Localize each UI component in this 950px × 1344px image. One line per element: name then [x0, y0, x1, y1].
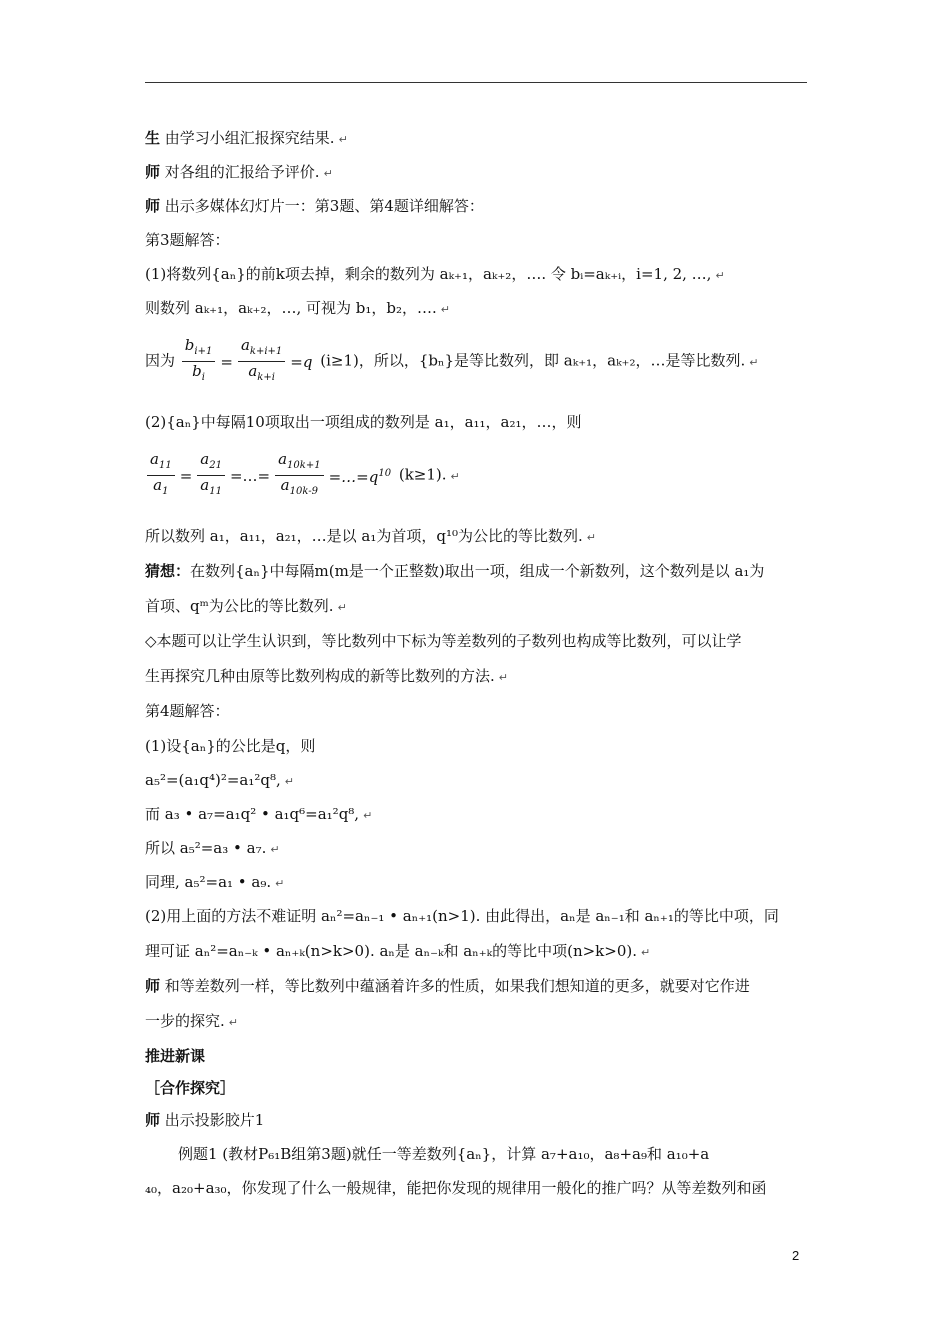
speaker-label: 师 [145, 1111, 161, 1129]
paragraph-mark-icon: ↵ [586, 531, 597, 544]
line-text: (k≥1). [398, 465, 447, 484]
line-7-formula: 因为 $\frac{b_{i+1}}{b_i}$ = $\frac{a_{k+i+1}}{a_{k+i}}$ =q (i≥1)，所以，{bₙ}是等比数列，即 aₖ₊₁，aₖ₊₂，…是等比数列. ↵ [145, 336, 758, 387]
paragraph-mark-icon: ↵ [323, 167, 333, 180]
line-13 [145, 631, 742, 651]
line-text: 因为 [145, 351, 176, 370]
line-3 [145, 196, 484, 216]
line-14 [145, 666, 508, 688]
line-text: (2){aₙ}中每隔10项取出一项组成的数列是 a₁，a₁₁，a₂₁，…，则 [145, 413, 582, 431]
line-text: ［合作探究］ [145, 1079, 236, 1097]
line-text: 所以数列 a₁，a₁₁，a₂₁，…是以 a₁为首项，q¹⁰为公比的等比数列. [145, 527, 583, 545]
header-rule [145, 82, 807, 83]
line-text: 首项、qᵐ为公比的等比数列. [145, 597, 334, 615]
speaker-label: 师 [145, 163, 161, 181]
line-text: 第4题解答： [145, 702, 230, 720]
paragraph-mark-icon: ↵ [715, 269, 725, 282]
line-text: (1)设{aₙ}的公比是q，则 [145, 737, 316, 755]
line-15 [145, 701, 230, 721]
line-text: 而 a₃ • a₇=a₁q² • a₁q⁶=a₁²q⁸, [145, 805, 360, 823]
fraction-b: $\frac{b_{i+1}}{b_i}$ [182, 336, 216, 387]
paragraph-mark-icon: ↵ [440, 303, 450, 316]
line-text: 例题1 (教材P₆₁B组第3题)就任一等差数列{aₙ}，计算 a₇+a₁₀，a₈+a₉和 a₁₀+a [178, 1145, 710, 1163]
line-text: 推进新课 [145, 1047, 206, 1065]
section-heading [145, 1046, 205, 1066]
line-text: (1)将数列{aₙ}的前k项去掉，剩余的数列为 aₖ₊₁，aₖ₊₂，…. 令 bᵢ=aₖ₊ᵢ，i=1, 2, …, [145, 265, 712, 283]
line-text: 所以 a₅²=a₃ • a₇. [145, 839, 267, 857]
line-text: ₄₀，a₂₀+a₃₀，你发现了什么一般规律，能把你发现的规律用一般化的推广吗？从等差数列和函 [145, 1179, 767, 1197]
fraction-a: $\frac{a_{k+i+1}}{a_{k+i}}$ [238, 336, 285, 387]
line-22 [145, 941, 650, 963]
line-11 [145, 561, 764, 581]
paragraph-mark-icon: ↵ [450, 469, 460, 483]
paragraph-mark-icon: ↵ [749, 355, 759, 369]
paragraph-mark-icon: ↵ [498, 671, 508, 684]
line-18 [145, 804, 372, 826]
line-16 [145, 736, 315, 756]
line-6 [145, 298, 450, 320]
line-2 [145, 162, 333, 184]
line-text: (i≥1)，所以，{bₙ}是等比数列，即 aₖ₊₁，aₖ₊₂，…是等比数列. [320, 351, 746, 370]
line-text: 出示多媒体幻灯片一：第3题、第4题详细解答： [164, 197, 484, 215]
line-text: 则数列 aₖ₊₁，aₖ₊₂，…, 可视为 b₁，b₂，…. [145, 299, 437, 317]
fraction-1: $\frac{a_{11}}{a_1}$ [147, 450, 175, 501]
line-text: 由学习小组汇报探究结果. [164, 129, 335, 147]
line-text: 出示投影胶片1 [164, 1111, 265, 1129]
line-text: (2)用上面的方法不难证明 aₙ²=aₙ₋₁ • aₙ₊₁(n>1). 由此得出，aₙ是 aₙ₋₁和 aₙ₊₁的等比中项，同 [145, 907, 779, 925]
line-10 [145, 526, 596, 548]
line-20 [145, 872, 284, 894]
line-23 [145, 976, 750, 996]
line-12 [145, 596, 347, 618]
line-text: 生再探究几种由原等比数列构成的新等比数列的方法. [145, 667, 495, 685]
paragraph-mark-icon: ↵ [284, 775, 294, 788]
line-24 [145, 1011, 238, 1033]
line-28 [178, 1144, 709, 1164]
subsection-heading [145, 1078, 235, 1098]
fraction-3: $\frac{a_{10k+1}}{a_{10k-9}}$ [275, 450, 323, 501]
line-text: 第3题解答： [145, 231, 230, 249]
line-text: 一步的探究. [145, 1012, 225, 1030]
conjecture-label: 猜想： [145, 562, 191, 580]
line-4 [145, 230, 230, 250]
paragraph-mark-icon: ↵ [275, 877, 285, 890]
line-17 [145, 770, 294, 792]
line-text: 在数列{aₙ}中每隔m(m是一个正整数)取出一项，组成一个新数列，这个数列是以 a₁为 [190, 562, 765, 580]
paragraph-mark-icon: ↵ [641, 946, 651, 959]
paragraph-mark-icon: ↵ [228, 1016, 238, 1029]
line-text: 和等差数列一样，等比数列中蕴涵着许多的性质，如果我们想知道的更多，就要对它作进 [164, 977, 750, 995]
line-text: a₅²=(a₁q⁴)²=a₁²q⁸, [145, 771, 281, 789]
paragraph-mark-icon: ↵ [363, 809, 373, 822]
speaker-label: 生 [145, 129, 161, 147]
speaker-label: 师 [145, 977, 161, 995]
line-9-formula: $\frac{a_{11}}{a_1}$ = $\frac{a_{21}}{a_{11}}$ =…= $\frac{a_{10k+1}}{a_{10k-9}}$ $=\dots=q^{10}$ (k≥1). ↵ [145, 450, 460, 501]
line-text: ◇本题可以让学生认识到，等比数列中下标为等差数列的子数列也构成等比数列，可以让学 [145, 632, 742, 650]
line-8 [145, 412, 582, 432]
line-1 [145, 128, 348, 150]
line-text: 理可证 aₙ²=aₙ₋ₖ • aₙ₊ₖ(n>k>0). aₙ是 aₙ₋ₖ和 aₙ₊ₖ的等比中项(n>k>0). [145, 942, 637, 960]
page-number: 2 [792, 1248, 800, 1263]
line-21 [145, 906, 779, 926]
line-text: 同理, a₅²=a₁ • a₉. [145, 873, 272, 891]
line-29 [145, 1178, 767, 1198]
line-27 [145, 1110, 264, 1130]
line-19 [145, 838, 280, 860]
paragraph-mark-icon: ↵ [337, 601, 347, 614]
paragraph-mark-icon: ↵ [270, 843, 280, 856]
line-5 [145, 264, 725, 286]
fraction-2: $\frac{a_{21}}{a_{11}}$ [197, 450, 225, 501]
line-text: 对各组的汇报给予评价. [164, 163, 320, 181]
speaker-label: 师 [145, 197, 161, 215]
paragraph-mark-icon: ↵ [338, 133, 348, 146]
